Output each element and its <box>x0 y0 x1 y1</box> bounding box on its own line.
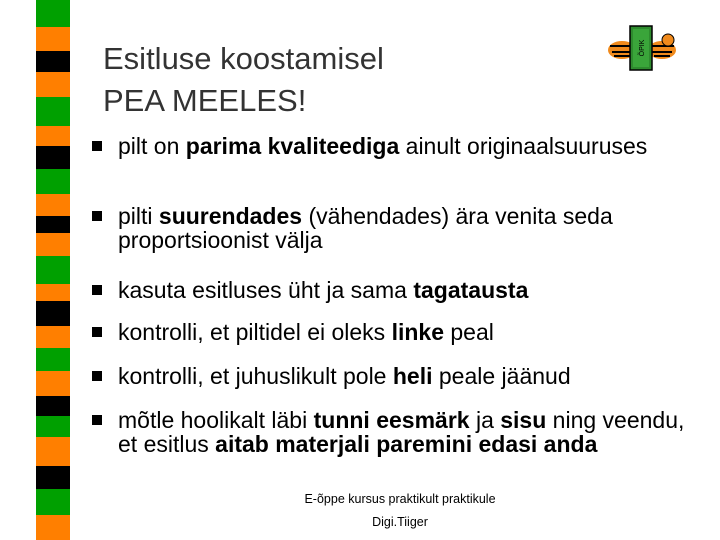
bullet-text <box>118 320 690 344</box>
stripe-segment <box>36 0 70 27</box>
bullet-item <box>90 204 690 252</box>
bullet-item <box>90 364 690 388</box>
stripe-segment <box>36 515 70 540</box>
bullet-text <box>118 364 690 388</box>
stripe-segment <box>36 126 70 145</box>
bullet-text <box>118 278 690 302</box>
stripe-segment <box>36 51 70 72</box>
stripe-segment <box>36 326 70 347</box>
bullet-item <box>90 278 690 302</box>
bullet-emphasis: parima kvaliteediga <box>185 133 400 159</box>
bullet-run: peal <box>444 319 494 345</box>
bullet-emphasis: aitab materjali paremini edasi anda <box>215 431 598 457</box>
title-line-2: PEA MEELES! <box>103 83 307 118</box>
stripe-segment <box>36 256 70 283</box>
bullet-run: (vähendades) ära venita seda proportsioonist välja <box>118 203 613 253</box>
bullet-text <box>118 408 690 456</box>
stripe-segment <box>36 301 70 326</box>
stripe-segment <box>36 396 70 415</box>
bullet-run: peale jäänud <box>432 363 571 389</box>
bullet-run: pilti <box>118 203 159 229</box>
slide-title <box>103 38 384 122</box>
bullet-square-icon <box>92 141 102 151</box>
bullet-square-icon <box>92 371 102 381</box>
stripe-segment <box>36 284 70 301</box>
footer-course-name: E-õppe kursus praktikult praktikule <box>304 492 496 506</box>
stripe-segment <box>36 348 70 371</box>
bullet-emphasis: heli <box>392 363 433 389</box>
decorative-stripe <box>36 0 70 540</box>
bullet-text <box>118 134 690 158</box>
bullet-run: ja <box>469 407 501 433</box>
bullet-run: ainult originaalsuuruses <box>399 133 648 159</box>
bullet-text <box>118 204 690 252</box>
bullet-emphasis: tagatausta <box>413 277 529 303</box>
stripe-segment <box>36 437 70 466</box>
bullet-square-icon <box>92 211 102 221</box>
bullet-square-icon <box>92 327 102 337</box>
bullet-item <box>90 320 690 344</box>
bullet-run: mõtle hoolikalt läbi <box>118 407 314 433</box>
bullet-emphasis: sisu <box>500 407 547 433</box>
stripe-segment <box>36 27 70 50</box>
bullet-emphasis: tunni eesmärk <box>313 407 470 433</box>
footer-author: Digi.Tiiger <box>372 515 428 529</box>
title-line-1: Esitluse koostamisel <box>103 41 384 76</box>
stripe-segment <box>36 72 70 97</box>
stripe-segment <box>36 371 70 396</box>
bullet-emphasis: linke <box>391 319 444 345</box>
logo-text: ÕPIK <box>639 39 646 57</box>
bullet-run: kontrolli, et piltidel ei oleks <box>118 319 392 345</box>
bullet-run: kasuta esitluses üht ja sama <box>118 277 414 303</box>
stripe-segment <box>36 233 70 256</box>
bullet-run: kontrolli, et juhuslikult pole <box>118 363 393 389</box>
tiger-book-logo <box>604 20 680 76</box>
bullet-run: pilt on <box>118 133 186 159</box>
stripe-segment <box>36 97 70 126</box>
bullet-emphasis: suurendades <box>158 203 303 229</box>
stripe-segment <box>36 466 70 489</box>
stripe-segment <box>36 146 70 169</box>
stripe-segment <box>36 416 70 437</box>
stripe-segment <box>36 194 70 215</box>
bullet-item <box>90 134 690 158</box>
bullet-square-icon <box>92 285 102 295</box>
stripe-segment <box>36 216 70 233</box>
stripe-segment <box>36 489 70 514</box>
bullet-item <box>90 408 690 456</box>
bullet-run: ning veendu, et esitlus <box>118 407 685 457</box>
bullet-square-icon <box>92 415 102 425</box>
stripe-segment <box>36 169 70 194</box>
